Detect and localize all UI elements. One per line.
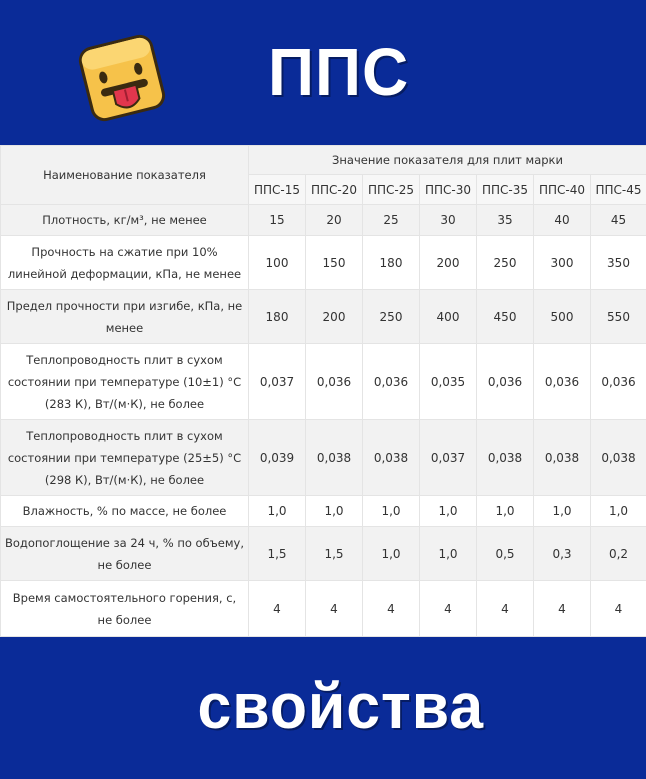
- row-value: 1,0: [420, 496, 477, 527]
- row-value: 35: [477, 205, 534, 236]
- row-value: 4: [591, 581, 646, 637]
- row-value: 0,038: [306, 420, 363, 496]
- row-value: 180: [249, 290, 306, 344]
- row-value: 0,036: [534, 344, 591, 420]
- row-value: 20: [306, 205, 363, 236]
- row-name: Время самостоятельного горения, с, не более: [1, 581, 249, 637]
- row-value: 4: [363, 581, 420, 637]
- row-value: 1,0: [591, 496, 646, 527]
- row-value: 1,5: [306, 527, 363, 581]
- row-value: 150: [306, 236, 363, 290]
- row-value: 0,038: [363, 420, 420, 496]
- row-name: Предел прочности при изгибе, кПа, не менее: [1, 290, 249, 344]
- row-value: 0,5: [477, 527, 534, 581]
- grade-header: ППС-15: [249, 175, 306, 205]
- row-value: 4: [534, 581, 591, 637]
- row-value: 4: [477, 581, 534, 637]
- row-value: 1,0: [534, 496, 591, 527]
- row-value: 500: [534, 290, 591, 344]
- row-name: Плотность, кг/м³, не менее: [1, 205, 249, 236]
- row-value: 550: [591, 290, 646, 344]
- grade-header: ППС-20: [306, 175, 363, 205]
- row-value: 250: [363, 290, 420, 344]
- row-value: 0,038: [534, 420, 591, 496]
- row-value: 0,036: [306, 344, 363, 420]
- row-value: 450: [477, 290, 534, 344]
- table-row: [1, 527, 646, 581]
- row-value: 350: [591, 236, 646, 290]
- table-row: [1, 420, 646, 496]
- footer-title: свойства: [197, 670, 485, 742]
- row-value: 1,0: [363, 527, 420, 581]
- row-value: 0,037: [249, 344, 306, 420]
- row-value: 1,0: [363, 496, 420, 527]
- row-value: 1,5: [249, 527, 306, 581]
- row-value: 0,037: [420, 420, 477, 496]
- table-row: [1, 205, 646, 236]
- row-value: 0,036: [477, 344, 534, 420]
- row-value: 200: [306, 290, 363, 344]
- table-row: [1, 236, 646, 290]
- row-value: 4: [249, 581, 306, 637]
- row-name: Прочность на сжатие при 10% линейной деформации, кПа, не менее: [1, 236, 249, 290]
- row-value: 25: [363, 205, 420, 236]
- row-value: 0,039: [249, 420, 306, 496]
- row-value: 1,0: [306, 496, 363, 527]
- table-row: [1, 290, 646, 344]
- grade-header: ППС-25: [363, 175, 420, 205]
- table-row: [1, 496, 646, 527]
- row-value: 0,036: [363, 344, 420, 420]
- properties-table: [0, 145, 646, 637]
- row-value: 0,036: [591, 344, 646, 420]
- row-value: 300: [534, 236, 591, 290]
- row-value: 0,038: [477, 420, 534, 496]
- table-row: [1, 344, 646, 420]
- row-value: 40: [534, 205, 591, 236]
- row-value: 180: [363, 236, 420, 290]
- table-header-row: [1, 146, 646, 175]
- row-value: 45: [591, 205, 646, 236]
- row-value: 15: [249, 205, 306, 236]
- row-value: 0,3: [534, 527, 591, 581]
- grade-header: ППС-40: [534, 175, 591, 205]
- row-name: Теплопроводность плит в сухом состоянии при температуре (25±5) °С (298 К), Вт/(м·К), не более: [1, 420, 249, 496]
- row-name: Водопоглощение за 24 ч, % по объему, не более: [1, 527, 249, 581]
- row-value: 4: [420, 581, 477, 637]
- tongue-out-face-icon: [72, 28, 172, 128]
- row-value: 1,0: [420, 527, 477, 581]
- value-column-header: Значение показателя для плит марки: [249, 146, 646, 175]
- table-row: [1, 581, 646, 637]
- row-value: 200: [420, 236, 477, 290]
- grade-header: ППС-35: [477, 175, 534, 205]
- row-value: 250: [477, 236, 534, 290]
- row-name: Влажность, % по массе, не более: [1, 496, 249, 527]
- row-value: 0,038: [591, 420, 646, 496]
- row-value: 400: [420, 290, 477, 344]
- name-column-header: Наименование показателя: [1, 146, 249, 205]
- row-value: 0,2: [591, 527, 646, 581]
- row-value: 0,035: [420, 344, 477, 420]
- row-name: Теплопроводность плит в сухом состоянии при температуре (10±1) °С (283 К), Вт/(м·К), не более: [1, 344, 249, 420]
- row-value: 100: [249, 236, 306, 290]
- grade-header: ППС-30: [420, 175, 477, 205]
- page-title: ППС: [268, 34, 410, 110]
- row-value: 1,0: [249, 496, 306, 527]
- row-value: 1,0: [477, 496, 534, 527]
- row-value: 4: [306, 581, 363, 637]
- grade-header: ППС-45: [591, 175, 646, 205]
- row-value: 30: [420, 205, 477, 236]
